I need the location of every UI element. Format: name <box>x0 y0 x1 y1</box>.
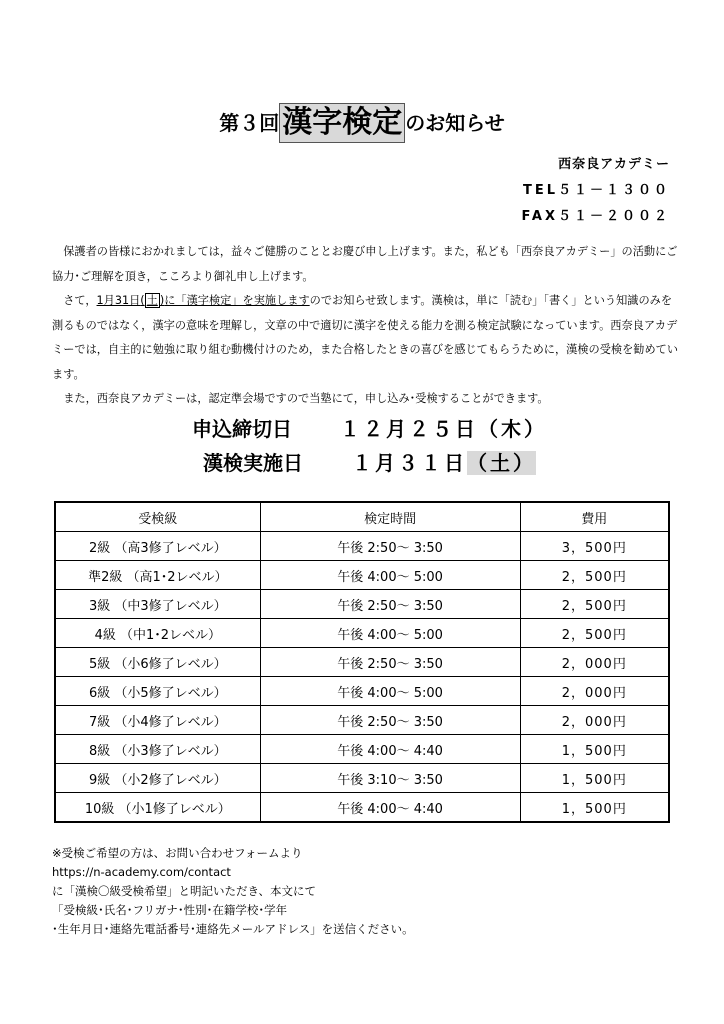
exam-date-label: 漢検実施日 <box>203 451 303 475</box>
table-row <box>55 590 669 619</box>
table-row <box>55 735 669 764</box>
exam-date-value: １月３１日（土） <box>352 451 536 475</box>
time-cell: 午後 3:10～ 3:50 <box>260 764 520 793</box>
announcement-rest: のでお知らせ致します。漢検は，単に「読む」「書く」という知識のみを測るものではなく，漢字の意味を理解し，文章の中で適切に漢字を使える能力を測る検定試験になっています。西奈良アカデミーでは，自主的に勉強に取り組む動機付けのため，また合格したときの喜びを感じてもらうために，漢検の受検を勧めています。 <box>52 294 679 381</box>
time-cell: 午後 2:50～ 3:50 <box>260 532 520 561</box>
fee-cell: 1，500円 <box>520 793 669 823</box>
header-fee: 費用 <box>520 502 669 532</box>
level-cell: 8級 （小3修了レベル） <box>55 735 260 764</box>
title-prefix: 第３回 <box>219 111 280 135</box>
announcement-event: に「漢字検定」を実施します <box>164 294 310 307</box>
fee-cell: 2，000円 <box>520 677 669 706</box>
time-cell: 午後 2:50～ 3:50 <box>260 706 520 735</box>
table-row <box>55 706 669 735</box>
level-cell: 9級 （小2修了レベル） <box>55 764 260 793</box>
fee-cell: 2，500円 <box>520 619 669 648</box>
org-tel: TEL５１－１３００ <box>522 183 670 198</box>
level-cell: 3級 （中3修了レベル） <box>55 590 260 619</box>
fee-cell: 2，500円 <box>520 561 669 590</box>
note-line: に「漢検〇級受検希望」と明記いただき、本文にて <box>52 884 317 898</box>
fee-cell: 1，500円 <box>520 735 669 764</box>
paragraph-announcement <box>52 289 680 387</box>
table-row <box>55 619 669 648</box>
org-fax: FAX５１－２００２ <box>521 209 670 224</box>
deadline-label: 申込締切日 <box>192 417 292 441</box>
level-cell: 7級 （小4修了レベル） <box>55 706 260 735</box>
application-notes <box>52 844 682 939</box>
time-cell: 午後 2:50～ 3:50 <box>260 590 520 619</box>
level-cell: 準2級 （高1･2レベル） <box>55 561 260 590</box>
fee-cell: 2，500円 <box>520 590 669 619</box>
table-row <box>55 532 669 561</box>
note-line: ･生年月日･連絡先電話番号･連絡先メールアドレス」を送信ください。 <box>52 922 414 936</box>
paragraph-venue: また，西奈良アカデミーは，認定準会場ですので当塾にて，申し込み･受検することができます。 <box>63 392 549 405</box>
time-cell: 午後 4:00～ 5:00 <box>260 619 520 648</box>
table-row <box>55 648 669 677</box>
exam-day-highlight: （土） <box>467 451 536 475</box>
level-cell: 2級 （高3修了レベル） <box>55 532 260 561</box>
table-header-row <box>55 502 669 532</box>
deadline-row <box>0 412 724 446</box>
table-row <box>55 561 669 590</box>
time-cell: 午後 4:00～ 4:40 <box>260 735 520 764</box>
announcement-date: 1月31日( 土 )に「漢字検定」を実施します <box>96 294 310 307</box>
key-dates <box>0 412 724 480</box>
header-level: 受検級 <box>55 502 260 532</box>
fee-cell: 3，500円 <box>520 532 669 561</box>
deadline-value: １２月２５日（木） <box>340 417 547 441</box>
level-cell: 10級 （小1修了レベル） <box>55 793 260 823</box>
fee-cell: 1，500円 <box>520 764 669 793</box>
fee-cell: 2，000円 <box>520 648 669 677</box>
header-time: 検定時間 <box>260 502 520 532</box>
exam-date-row <box>0 446 724 480</box>
time-cell: 午後 4:00～ 4:40 <box>260 793 520 823</box>
note-line: 「受検級･氏名･フリガナ･性別･在籍学校･学年 <box>52 903 288 917</box>
paragraph-greeting: 保護者の皆様におかれましては，益々ご健勝のこととお慶び申し上げます。また，私ども「西奈良アカデミー」の活動にご協力･ご理解を頂き，こころより御礼申し上げます。 <box>52 245 678 283</box>
title-highlight: 漢字検定 <box>279 103 405 143</box>
level-cell: 5級 （小6修了レベル） <box>55 648 260 677</box>
table-row <box>55 764 669 793</box>
time-cell: 午後 2:50～ 3:50 <box>260 648 520 677</box>
body-text <box>52 240 680 412</box>
schedule-table <box>54 501 670 823</box>
title-suffix: のお知らせ <box>405 111 505 135</box>
table-row <box>55 793 669 823</box>
level-cell: 4級 （中1･2レベル） <box>55 619 260 648</box>
time-cell: 午後 4:00～ 5:00 <box>260 677 520 706</box>
announcement-day: 土 <box>146 294 158 307</box>
level-cell: 6級 （小5修了レベル） <box>55 677 260 706</box>
table-row <box>55 677 669 706</box>
org-name: 西奈良アカデミー <box>558 157 670 172</box>
page-title <box>0 103 724 143</box>
time-cell: 午後 4:00～ 5:00 <box>260 561 520 590</box>
announcement-lead: さて， <box>63 294 97 307</box>
note-line: ※受検ご希望の方は、お問い合わせフォームより <box>52 846 303 860</box>
contact-url: https://n-academy.com/contact <box>52 865 231 879</box>
organization-info <box>522 152 670 230</box>
fee-cell: 2，000円 <box>520 706 669 735</box>
